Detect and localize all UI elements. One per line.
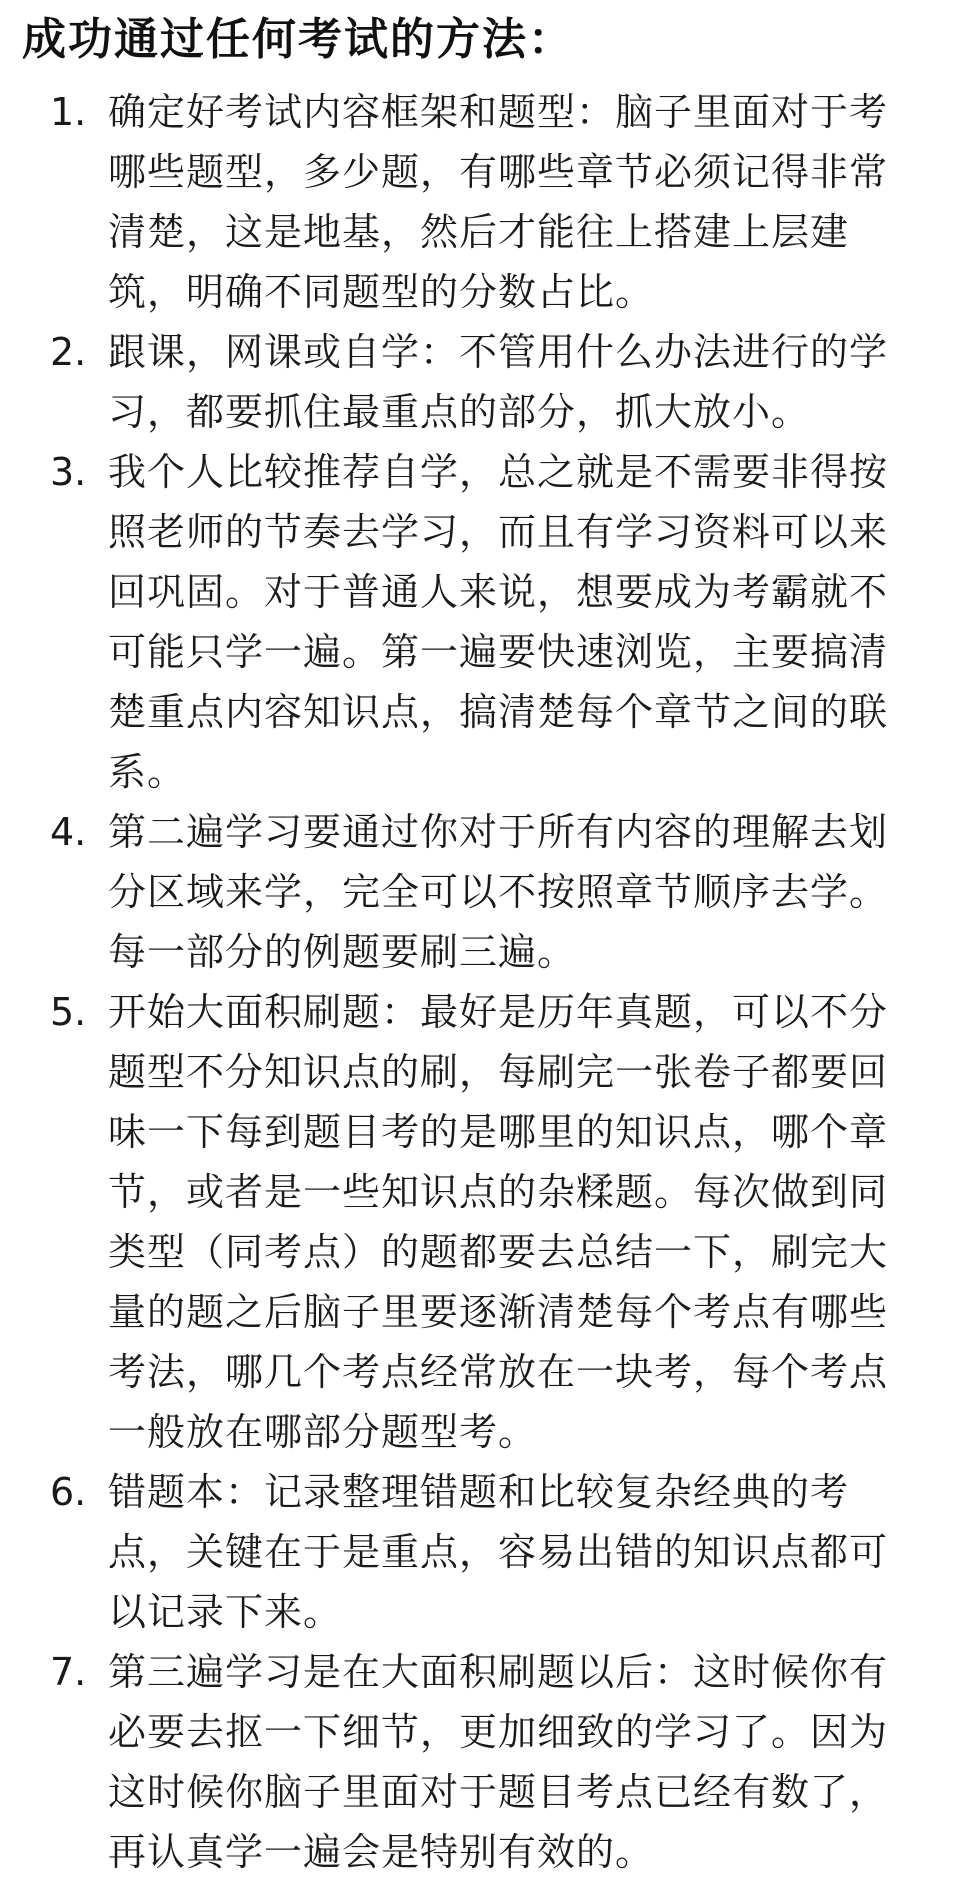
- item-number: 4.: [50, 810, 87, 854]
- list-item-7: [0, 1642, 960, 1882]
- item-text: 跟课，网课或自学：不管用什么办法进行的学习，都要抓住最重点的部分，抓大放小。: [108, 330, 889, 434]
- list-item-6: [0, 1462, 960, 1642]
- item-text: 开始大面积刷题：最好是历年真题，可以不分题型不分知识点的刷，每刷完一张卷子都要回味一下每到题目考的是哪里的知识点，哪个章节，或者是一些知识点的杂糅题。每次做到同类型（同考点）的题都要去总结一下，刷完大量的题之后脑子里要逐渐清楚每个考点有哪些考法，哪几个考点经常放在一块考，每个考点一般放在哪部分题型考。: [108, 990, 889, 1454]
- item-number: 7.: [50, 1650, 87, 1694]
- item-number: 6.: [50, 1470, 87, 1514]
- item-text: 确定好考试内容框架和题型：脑子里面对于考哪些题型，多少题，有哪些章节必须记得非常清楚，这是地基，然后才能往上搭建上层建筑，明确不同题型的分数占比。: [108, 90, 889, 314]
- list-item-3: [0, 442, 960, 802]
- item-text: 第二遍学习要通过你对于所有内容的理解去划分区域来学，完全可以不按照章节顺序去学。每一部分的例题要刷三遍。: [108, 810, 889, 974]
- item-number: 2.: [50, 330, 87, 374]
- item-text: 第三遍学习是在大面积刷题以后：这时候你有必要去抠一下细节，更加细致的学习了。因为这时候你脑子里面对于题目考点已经有数了，再认真学一遍会是特别有效的。: [108, 1650, 889, 1874]
- item-number: 5.: [50, 990, 87, 1034]
- item-text: 我个人比较推荐自学，总之就是不需要非得按照老师的节奏去学习，而且有学习资料可以来回巩固。对于普通人来说，想要成为考霸就不可能只学一遍。第一遍要快速浏览，主要搞清楚重点内容知识点，搞清楚每个章节之间的联系。: [108, 450, 889, 794]
- item-number: 1.: [50, 90, 87, 134]
- item-number: 3.: [50, 450, 87, 494]
- item-text: 错题本：记录整理错题和比较复杂经典的考点，关键在于是重点，容易出错的知识点都可以记录下来。: [108, 1470, 889, 1634]
- list-item-4: [0, 802, 960, 982]
- list-item-5: [0, 982, 960, 1462]
- list-item-1: [0, 82, 960, 322]
- list-item-2: [0, 322, 960, 442]
- page-title: 成功通过任何考试的方法：: [22, 14, 574, 65]
- method-list: [0, 76, 960, 1882]
